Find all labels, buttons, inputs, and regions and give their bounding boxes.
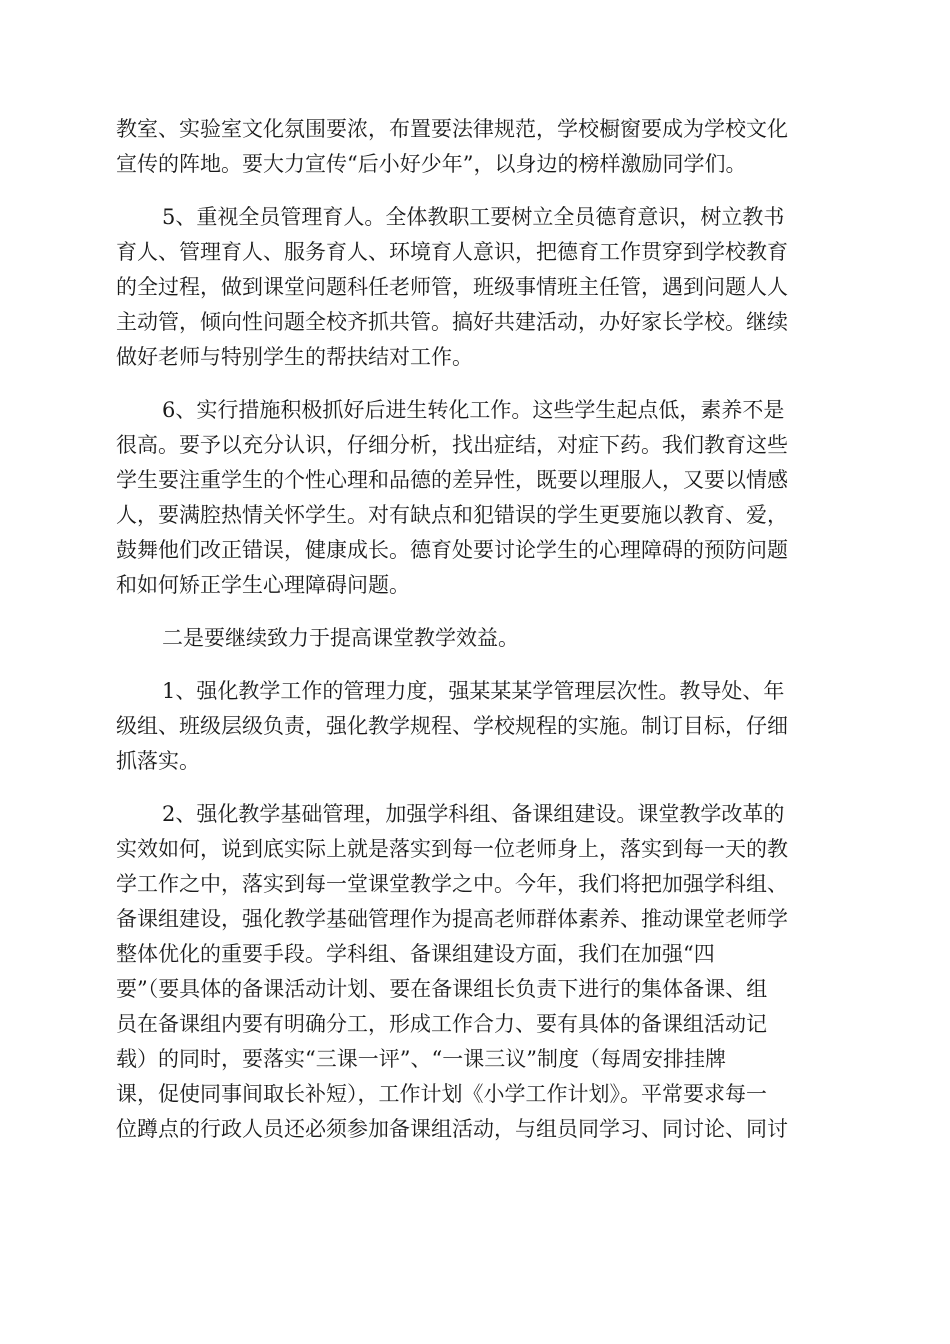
text-line: 级组、班级层级负责，强化教学规程、学校规程的实施。制订目标，仔细	[116, 714, 788, 738]
text-line: 载）的同时，要落实“三课一评”、“一课三议”制度（每周安排挂牌	[116, 1047, 726, 1071]
paragraph-1	[116, 112, 834, 182]
text-line: 员在备课组内要有明确分工，形成工作合力、要有具体的备课组活动记	[116, 1012, 767, 1036]
text-line: 做好老师与特别学生的帮扶结对工作。	[116, 345, 473, 369]
paragraph-2	[116, 200, 834, 375]
text-line: 要”（要具体的备课活动计划、要在备课组长负责下进行的集体备课、组	[116, 977, 768, 1001]
text-line: 学生要注重学生的个性心理和品德的差异性，既要以理服人，又要以情感	[116, 468, 788, 492]
text-line: 学工作之中，落实到每一堂课堂教学之中。今年，我们将把加强学科组、	[116, 872, 788, 896]
text-line: 实效如何，说到底实际上就是落实到每一位老师身上，落实到每一天的教	[116, 837, 788, 861]
paragraph-5	[116, 674, 834, 779]
text-line: 课，促使同事间取长补短），工作计划《小学工作计划》。平常要求每一	[116, 1082, 767, 1106]
text-line: 6、实行措施积极抓好后进生转化工作。这些学生起点低，素养不是	[162, 398, 785, 422]
paragraph-4	[116, 621, 834, 656]
text-line: 2、强化教学基础管理，加强学科组、备课组建设。课堂教学改革的	[162, 802, 785, 826]
text-line: 育人、管理育人、服务育人、环境育人意识，把德育工作贯穿到学校教育	[116, 240, 788, 264]
text-line: 主动管，倾向性问题全校齐抓共管。搞好共建活动，办好家长学校。继续	[116, 310, 788, 334]
text-line: 鼓舞他们改正错误，健康成长。德育处要讨论学生的心理障碍的预防问题	[116, 538, 788, 562]
text-line: 很高。要予以充分认识，仔细分析，找出症结，对症下药。我们教育这些	[116, 433, 788, 457]
text-line: 人，要满腔热情关怀学生。对有缺点和犯错误的学生更要施以教育、爱，	[116, 503, 788, 527]
text-line: 的全过程，做到课堂问题科任老师管，班级事情班主任管，遇到问题人人	[116, 275, 788, 299]
text-line: 二是要继续致力于提高课堂教学效益。	[162, 626, 519, 650]
text-line: 整体优化的重要手段。学科组、备课组建设方面，我们在加强“四	[116, 942, 715, 966]
text-line: 5、重视全员管理育人。全体教职工要树立全员德育意识，树立教书	[162, 205, 785, 229]
text-line: 抓落实。	[116, 749, 200, 773]
text-line: 宣传的阵地。要大力宣传“后小好少年”，以身边的榜样激励同学们。	[116, 152, 747, 176]
paragraph-3	[116, 393, 834, 603]
text-line: 和如何矫正学生心理障碍问题。	[116, 573, 410, 597]
text-line: 教室、实验室文化氛围要浓，布置要法律规范，学校橱窗要成为学校文化	[116, 117, 788, 141]
text-line: 位蹲点的行政人员还必须参加备课组活动，与组员同学习、同讨论、同讨	[116, 1117, 788, 1141]
paragraph-6	[116, 797, 834, 1147]
text-line: 备课组建设，强化教学基础管理作为提高老师群体素养、推动课堂老师学	[116, 907, 788, 931]
text-line: 1、强化教学工作的管理力度，强某某某学管理层次性。教导处、年	[162, 679, 785, 703]
